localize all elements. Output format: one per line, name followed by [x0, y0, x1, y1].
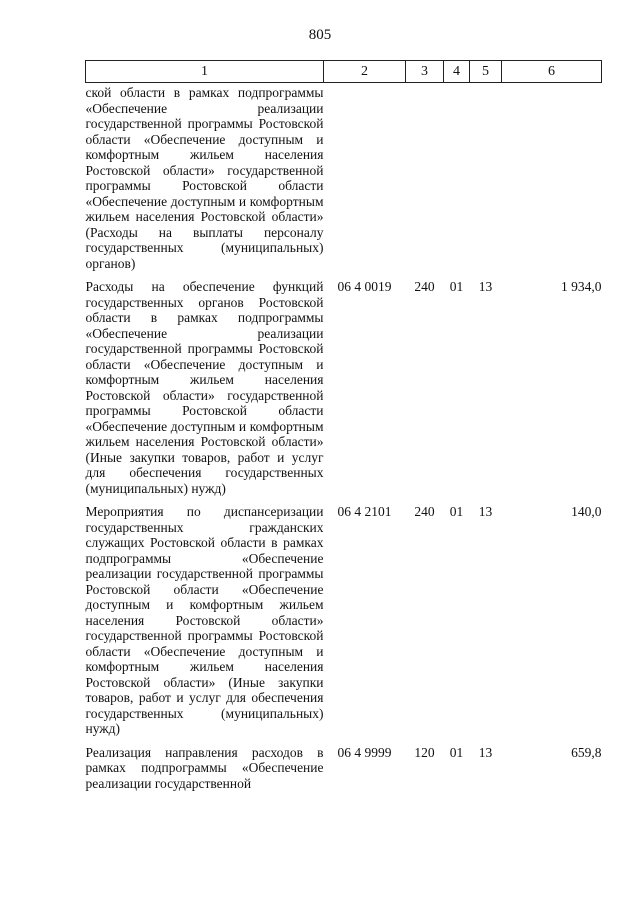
row-code: 06 4 9999 [337, 744, 392, 760]
column-header-3: 3 [406, 61, 444, 83]
row-rz [444, 83, 470, 272]
table-row [86, 496, 602, 737]
table-header-row [86, 61, 602, 83]
column-header-6: 6 [502, 61, 602, 83]
row-code [324, 83, 406, 272]
row-vr: 240 [414, 279, 435, 294]
row-vr [406, 83, 444, 272]
column-header-4: 4 [444, 61, 470, 83]
page-number: 805 [308, 27, 332, 43]
column-header-1: 1 [86, 61, 324, 83]
row-amount: 140,0 [571, 504, 602, 519]
row-pr: 13 [478, 744, 493, 760]
row-vr: 240 [414, 504, 435, 519]
row-rz: 01 [449, 279, 464, 294]
row-rz: 01 [449, 744, 464, 760]
table-row [86, 83, 602, 272]
row-code: 06 4 2101 [337, 504, 392, 519]
table-row [86, 271, 602, 496]
row-description: Расходы на обеспечение функций государственных органов Ростовской области в рамках подпрограммы «Обеспечение реализации государственной программы Ростовской области «Обеспечение доступным и комфортным жильем населения Ростовской области» государственной программы Ростовской области «Обеспечение доступным и комфортным жильем населения Ростовской области» (Иные закупки товаров, работ и услуг для обеспечения государственных (муниципальных) нужд) [85, 279, 324, 496]
row-description: ской области в рамках подпрограммы «Обеспечение реализации государственной программы Ростовской области «Обеспечение доступным и комфортным жильем населения Ростовской области» государственной программы Ростовской области «Обеспечение доступным и комфортным жильем населения Ростовской области» (Расходы на выплаты персоналу государственных (муниципальных) органов) [85, 85, 324, 271]
table-row [86, 737, 602, 792]
column-header-2: 2 [324, 61, 406, 83]
row-rz: 01 [449, 504, 464, 519]
row-pr: 13 [478, 504, 493, 519]
row-amount [502, 83, 602, 272]
row-pr: 13 [478, 279, 493, 294]
budget-table [85, 60, 602, 791]
row-code: 06 4 0019 [337, 279, 392, 294]
row-pr [470, 83, 502, 272]
row-description: Мероприятия по диспансеризации государственных гражданских служащих Ростовской области в рамках подпрограммы «Обеспечение реализации государственной программы Ростовской области «Обеспечение доступным и комфортным жильем населения Ростовской области» государственной программы Ростовской области «Обеспечение доступным и комфортным жильем населения Ростовской области» (Иные закупки товаров, работ и услуг для обеспечения государственных (муниципальных) нужд) [85, 504, 324, 736]
row-amount: 659,8 [571, 744, 602, 760]
row-vr: 120 [414, 744, 435, 760]
row-amount: 1 934,0 [561, 279, 602, 294]
column-header-5: 5 [470, 61, 502, 83]
row-description: Реализация направления расходов в рамках подпрограммы «Обеспечение реализации государственной [85, 744, 324, 791]
